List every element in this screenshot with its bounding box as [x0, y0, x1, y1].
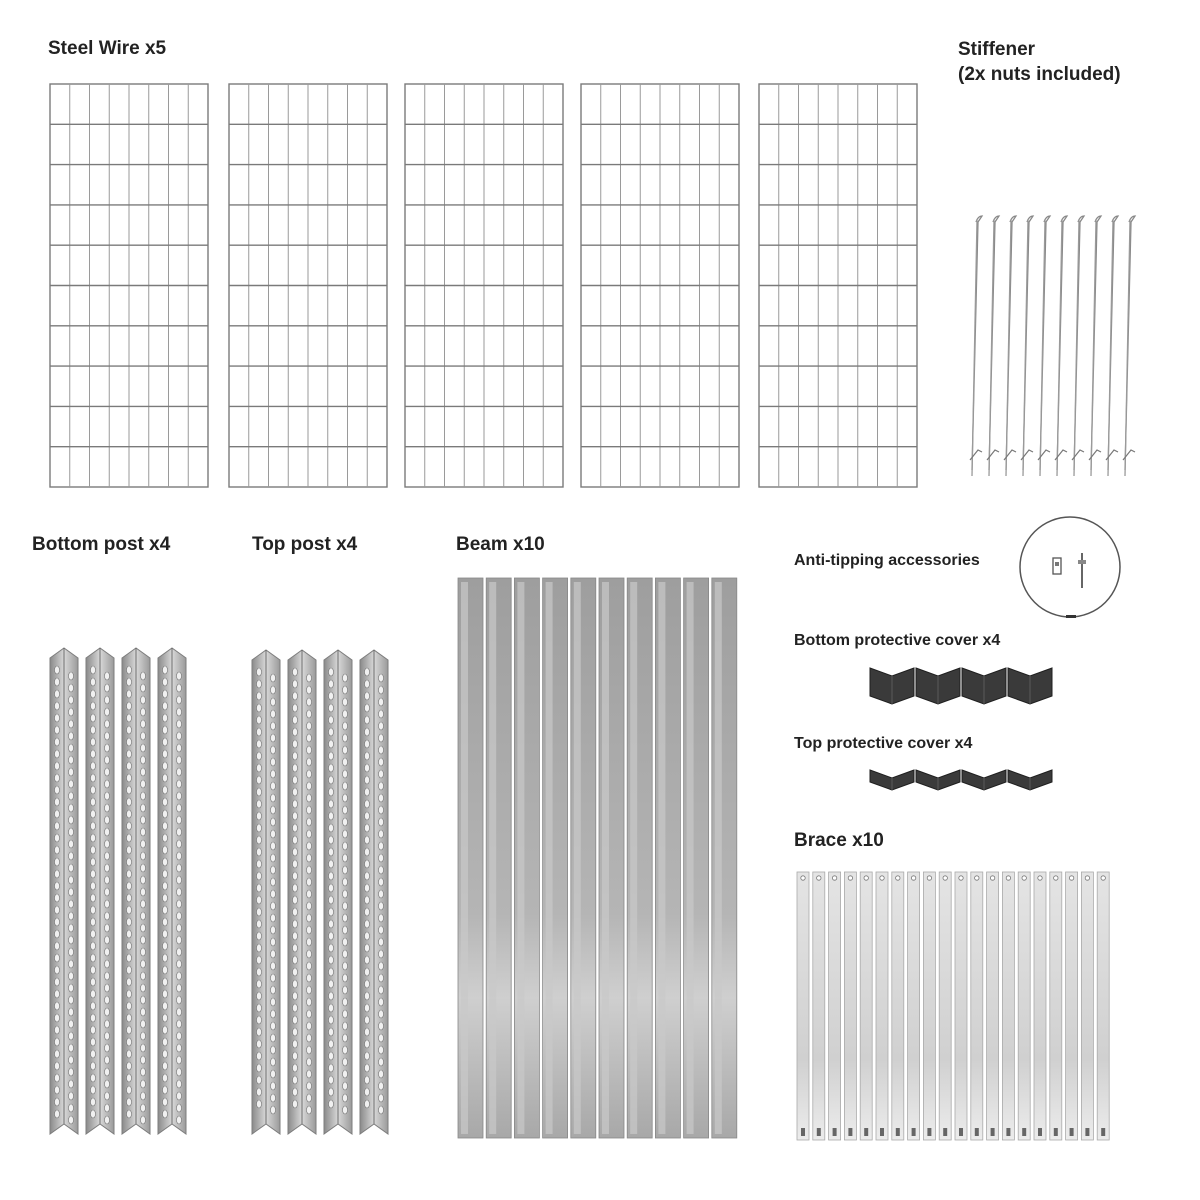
protective-cover: [1008, 770, 1052, 790]
brace: [844, 872, 856, 1140]
brace: [829, 872, 841, 1140]
beam: [627, 578, 652, 1138]
top-cover-label: Top protective cover x4: [794, 735, 973, 752]
top-protective-covers: [870, 770, 1052, 790]
stiffener-rod: [1072, 216, 1084, 476]
brace: [1081, 872, 1093, 1140]
beam: [599, 578, 624, 1138]
stiffener-rod: [1123, 216, 1135, 476]
beam: [458, 578, 483, 1138]
beam: [571, 578, 596, 1138]
stiffener-rod: [987, 216, 999, 476]
beams: [458, 578, 737, 1138]
beam: [655, 578, 680, 1138]
brace: [813, 872, 825, 1140]
beam: [543, 578, 568, 1138]
post: [158, 648, 186, 1134]
stiffener-rod: [1089, 216, 1101, 476]
brace: [939, 872, 951, 1140]
stiffener-label-line1: Stiffener: [958, 39, 1036, 60]
brace: [1018, 872, 1030, 1140]
beam: [684, 578, 709, 1138]
bottom-post-label: Bottom post x4: [32, 534, 171, 555]
brace: [908, 872, 920, 1140]
post: [252, 650, 280, 1134]
protective-cover: [916, 770, 960, 790]
post: [86, 648, 114, 1134]
protective-cover: [1008, 668, 1052, 704]
brace: [892, 872, 904, 1140]
brace: [860, 872, 872, 1140]
brace: [923, 872, 935, 1140]
brace-label: Brace x10: [794, 830, 884, 851]
protective-cover: [870, 770, 914, 790]
brace: [797, 872, 809, 1140]
protective-cover: [962, 668, 1006, 704]
stiffener-rods: [970, 216, 1135, 476]
protective-cover: [870, 668, 914, 704]
bottom-cover-label: Bottom protective cover x4: [794, 632, 1001, 649]
anti-tipping-label: Anti-tipping accessories: [794, 552, 980, 569]
stiffener-rod: [1038, 216, 1050, 476]
brace: [876, 872, 888, 1140]
steel-wire-panels: [50, 84, 917, 487]
steel-wire-panel: [405, 84, 563, 487]
stiffener-rod: [970, 216, 982, 476]
beam: [712, 578, 737, 1138]
stiffener-rod: [1004, 216, 1016, 476]
braces: [797, 872, 1109, 1140]
brace: [1066, 872, 1078, 1140]
post: [50, 648, 78, 1134]
bottom-protective-covers: [870, 668, 1052, 704]
protective-cover: [916, 668, 960, 704]
steel-wire-panel: [229, 84, 387, 487]
brace: [955, 872, 967, 1140]
steel-wire-panel: [50, 84, 208, 487]
post: [324, 650, 352, 1134]
brace: [971, 872, 983, 1140]
post: [288, 650, 316, 1134]
anti-tipping-accessories: [1020, 517, 1120, 618]
stiffener-rod: [1055, 216, 1067, 476]
brace: [987, 872, 999, 1140]
brace: [1097, 872, 1109, 1140]
post: [122, 648, 150, 1134]
post: [360, 650, 388, 1134]
brace: [1050, 872, 1062, 1140]
beam: [486, 578, 511, 1138]
top-posts: [252, 650, 388, 1134]
beam: [514, 578, 539, 1138]
stiffener-rod: [1106, 216, 1118, 476]
beam-label: Beam x10: [456, 534, 545, 555]
steel-wire-panel: [581, 84, 739, 487]
steel-wire-label: Steel Wire x5: [48, 38, 167, 59]
top-post-label: Top post x4: [252, 534, 358, 555]
stiffener-label-line2: (2x nuts included): [958, 64, 1121, 85]
brace: [1034, 872, 1046, 1140]
brace: [1002, 872, 1014, 1140]
bottom-posts: [50, 648, 186, 1134]
steel-wire-panel: [759, 84, 917, 487]
protective-cover: [962, 770, 1006, 790]
stiffener-rod: [1021, 216, 1033, 476]
